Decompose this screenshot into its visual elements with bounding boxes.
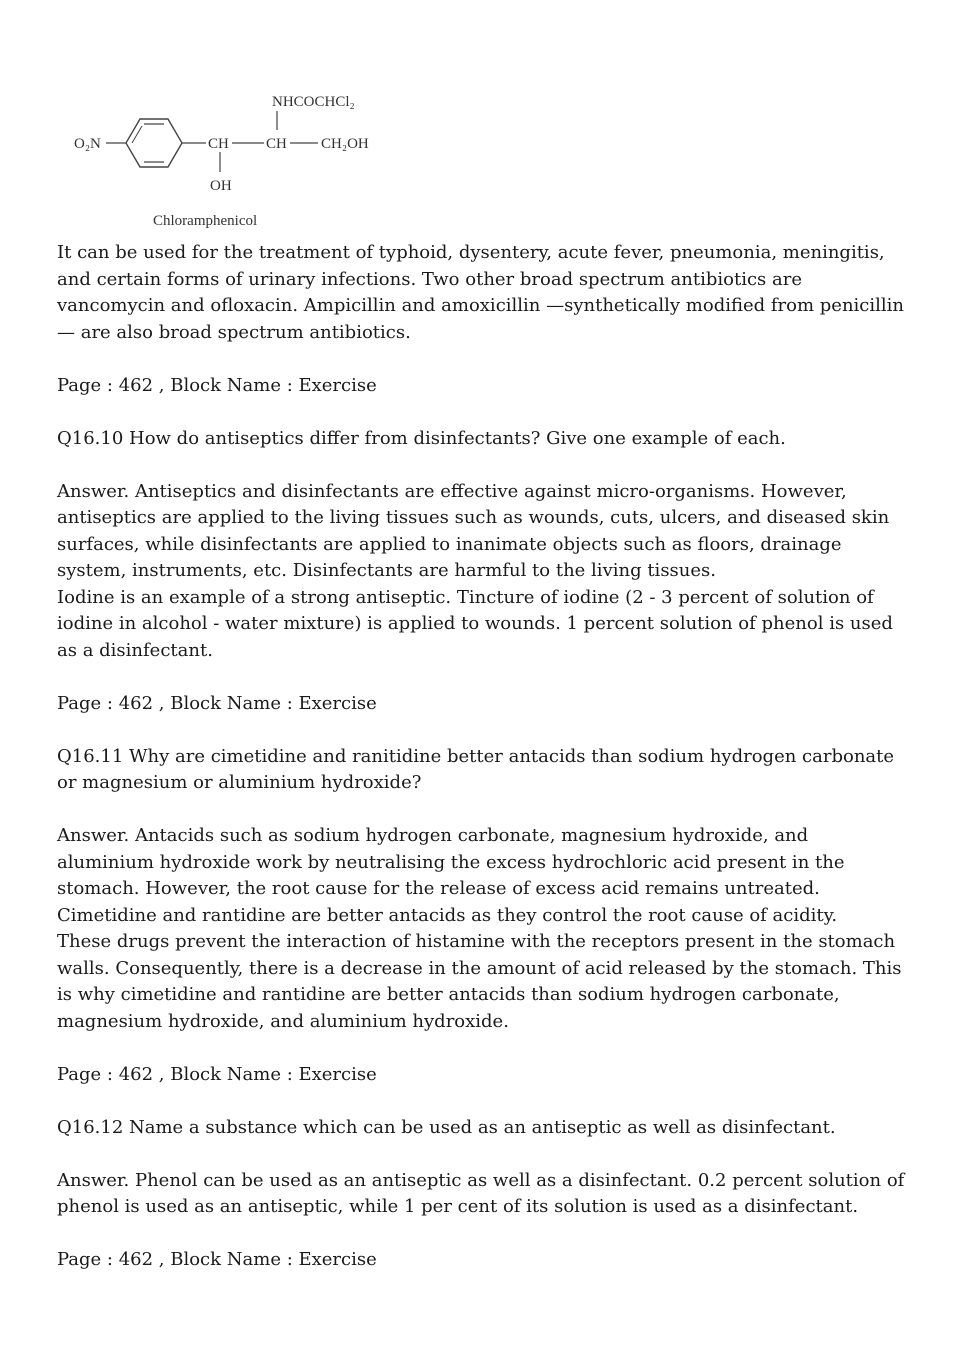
- document-body: [57, 240, 907, 1274]
- nhcochcl2-label: NHCOCHCl₂: [272, 94, 355, 110]
- page-reference: Page : 462 , Block Name : Exercise: [57, 1063, 377, 1085]
- question-16-10: Q16.10 How do antiseptics differ from disinfectants? Give one example of each.: [57, 427, 786, 449]
- answer-16-11-paragraph-2: Cimetidine and rantidine are better antacids as they control the root cause of acidity.: [57, 904, 838, 926]
- page-reference: Page : 462 , Block Name : Exercise: [57, 692, 377, 714]
- answer-16-11-paragraph-1: Answer. Antacids such as sodium hydrogen carbonate, magnesium hydroxide, and aluminium hydroxide work by neutralising the excess hydrochloric acid present in the stomach. However, the root cause for the release of excess acid remains untreated.: [57, 825, 845, 899]
- ch-label-1: CH: [208, 136, 229, 152]
- oh-label: OH: [210, 178, 232, 194]
- intro-paragraph: It can be used for the treatment of typhoid, dysentery, acute fever, pneumonia, meningitis, and certain forms of urinary infections. Two other broad spectrum antibiotics are vancomycin and ofloxacin. Ampicillin and amoxicillin —synthetically modified from penicillin — are also broad spectrum antibiotics.: [57, 242, 905, 343]
- chloramphenicol-structure-figure: [60, 86, 390, 232]
- page-reference: Page : 462 , Block Name : Exercise: [57, 1249, 377, 1270]
- ch-label-2: CH: [266, 136, 287, 152]
- chloramphenicol-structure-diagram: [60, 86, 390, 232]
- ch2oh-label: CH₂OH: [321, 136, 369, 152]
- question-16-11: Q16.11 Why are cimetidine and ranitidine better antacids than sodium hydrogen carbonate or magnesium or aluminium hydroxide?: [57, 745, 895, 793]
- answer-16-10-paragraph-1: Answer. Antiseptics and disinfectants are effective against micro-organisms. However, antiseptics are applied to the living tissues such as wounds, cuts, ulcers, and diseased skin surfaces, while disinfectants are applied to inanimate objects such as floors, drainage system, instruments, etc. Disinfectants are harmful to the living tissues.: [57, 480, 890, 581]
- o2n-label: O₂N: [74, 136, 101, 152]
- question-16-12: Q16.12 Name a substance which can be used as an antiseptic as well as disinfectant.: [57, 1116, 836, 1138]
- answer-16-10-paragraph-2: Iodine is an example of a strong antiseptic. Tincture of iodine (2 - 3 percent of solution of iodine in alcohol - water mixture) is applied to wounds. 1 percent solution of phenol is used as a disinfectant.: [57, 586, 893, 661]
- answer-16-12: Answer. Phenol can be used as an antiseptic as well as a disinfectant. 0.2 percent solution of phenol is used as an antiseptic, while 1 per cent of its solution is used as a disinfectant.: [57, 1169, 905, 1217]
- figure-caption: Chloramphenicol: [153, 213, 258, 229]
- benzene-ring: [126, 119, 182, 167]
- page-reference: Page : 462 , Block Name : Exercise: [57, 374, 377, 396]
- answer-16-11-paragraph-3: These drugs prevent the interaction of histamine with the receptors present in the stomach walls. Consequently, there is a decrease in the amount of acid released by the stomach. This is why cimetidine and rantidine are better antacids than sodium hydrogen carbonate, magnesium hydroxide, and aluminium hydroxide.: [57, 931, 902, 1032]
